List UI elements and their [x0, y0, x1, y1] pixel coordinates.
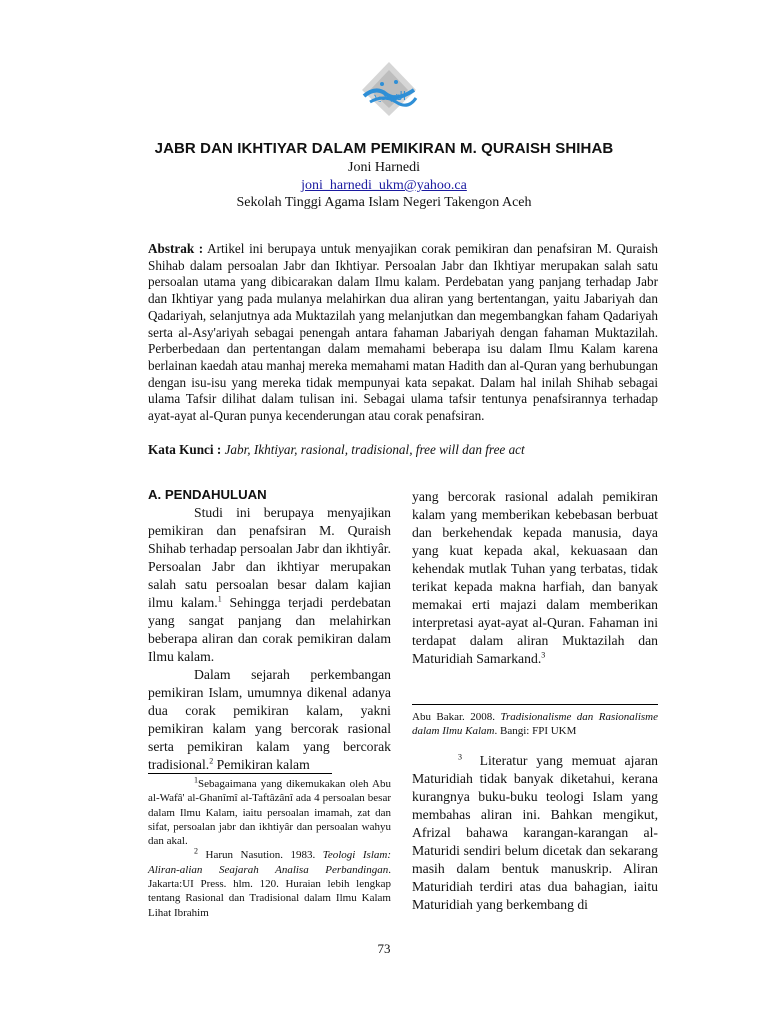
paragraph — [412, 488, 658, 668]
keywords — [148, 442, 658, 458]
paragraph — [148, 666, 391, 774]
footnote-text: Teologi Islam: Aliran-alian Seajarah Analisa Perbandingan — [148, 849, 391, 876]
page-number: 73 — [377, 941, 391, 956]
footnote-number: 3 — [458, 752, 462, 762]
paragraph-text: Dalam sejarah perkembangan pemikiran Islam, umumnya dikenal adanya dua corak pemikiran kalam, yakni pemikiran kalam yang bercorak rasional serta pemikiran kalam yang bercorak tradisional. — [148, 667, 391, 772]
footnote-number: 2 — [194, 846, 198, 856]
paragraph-text: Sehingga terjadi perdebatan yang sangat panjang dan melahirkan beberapa aliran dan corak pemikiran dalam Ilmu kalam. — [148, 595, 391, 664]
paragraph-text: yang bercorak rasional adalah pemikiran kalam yang memberikan kebebasan berbuat dan berkehendak kepada manusia, daya yang kuat kepada akal, kekuasaan dan kehendak mutlak Tuhan yang terbatas, tidak terikat kepada makna harfiah, dan banyak memakai erti majazi dalam memberikan interpretasi ayat-ayat al-Quran. Fahaman ini terdapat dalam aliran Muktazilah dan Maturidiah Samarkand. — [412, 489, 658, 666]
footnote-ref: 1 — [217, 594, 222, 604]
footnote-text: Harun Nasution. 1983. — [198, 849, 323, 862]
footnote-text: . Jakarta:UI Press. hlm. 120. Huraian lebih lengkap tentang Rasional dan Tradisional dalam Ilmu Kalam Lihat Ibrahim — [148, 863, 391, 919]
abstract-label: Abstrak : — [148, 241, 204, 256]
footnote-text: . Bangi: FPI UKM — [494, 725, 577, 738]
footnote-text: Tradisionalisme dan Rasionalisme dalam Ilmu Kalam — [412, 711, 658, 738]
abstract-text: Artikel ini berupaya untuk menyajikan corak pemikiran dan penafsiran M. Quraish Shihab dalam persoalan Jabr dan Ikhtiyar. Persoalan Jabr dan Ikhtiyar merupakan salah satu persoalan utama yang dibicarakan dalam Ilmu kalam. Perdebatan yang panjang terhadap Jabr dan Ikhtiyar yang pada mulanya melahirkan dua aliran yang bertentangan, yaitu Jabariyah dan Qadariyah, selanjutnya ada Muktazilah yang melanjutkan dan megembangkan faham Qadariyah serta al-Asy'ariyah sebagai penengah antara fahaman Jabariyah dengan fahaman Muktazilah. Perberbedaan dan pertentangan dalam memahami beberapa isu dalam Ilmu Kalam karena berlainan kaedah atau manhaj mereka memahami matan Hadith dan al-Quran yang berhubungan dengan isu-isu yang mereka tidak mempunyai kata sepakat. Dalam hal inilah Shihab sebagai ulama Tafsir dilihat dalam tulisan ini. Sebagai ulama tafsir tentunya penafsirannya terhadap ayat-ayat al-Quran punya kecenderungan atau corak penafsiran. — [148, 241, 658, 424]
logo-text: التجديد — [371, 89, 407, 103]
section-heading: A. PENDAHULUAN — [148, 487, 267, 502]
footnote — [148, 777, 391, 848]
author-name: Joni Harnedi — [348, 160, 420, 175]
journal-logo — [356, 60, 422, 118]
footnote — [148, 848, 391, 919]
left-column — [148, 486, 391, 774]
footnote-ref: 2 — [209, 756, 214, 766]
keywords-label: Kata Kunci : — [148, 442, 222, 457]
footnote-text: Sebagaimana yang dikemukakan oleh Abu al-Wafâ' al-Ghanîmî al-Taftâzânî ada 4 persoalan besar dalam Ilmu Kalam, iaitu persoalan imamah, zat dan sifat, persoalan jabr dan ikhtiyâr dan persoalan wahyu dan akal. — [148, 778, 391, 848]
abstract — [148, 241, 658, 425]
right-column — [412, 488, 658, 668]
paragraph-text: Literatur yang memuat ajaran Maturidiah tidak banyak diketahui, kerana kurangnya buku-buku teologi Islam yang membahas aliran ini. Bahkan mengikut, Afrizal bahawa karangan-karangan al-Maturidi sendiri belum dicetak dan sekarang masih dalam bentuk manuskrip. Aliran Maturidiah terdiri atas dua bahagian, iaitu Maturidiah yang berkembang di — [412, 753, 658, 912]
footnote-ref: 3 — [541, 650, 546, 660]
paragraph-text: Pemikiran kalam — [213, 757, 310, 772]
footnotes-right — [412, 710, 658, 739]
paragraph — [148, 504, 391, 666]
footnote-divider — [412, 704, 658, 705]
author-email-link[interactable]: joni_harnedi_ukm@yahoo.ca — [301, 178, 467, 193]
keywords-text: Jabr, Ikhtiyar, rasional, tradisional, free will dan free act — [224, 442, 525, 457]
footnote-divider — [148, 773, 332, 774]
paragraph-text: Studi ini berupaya menyajikan pemikiran dan penafsiran M. Quraish Shihab terhadap persoalan Jabr dan ikhtiyâr. Persoalan Jabr dan ikhtiyar merupakan salah satu persoalan besar dalam kajian ilmu kalam. — [148, 505, 391, 610]
paragraph — [412, 752, 658, 914]
footnote-number: 1 — [194, 775, 198, 785]
footnotes-left — [148, 777, 391, 920]
right-column-continued — [412, 752, 658, 914]
footnote-text: Abu Bakar. 2008. — [412, 711, 501, 723]
article-title: JABR DAN IKHTIYAR DALAM PEMIKIRAN M. QURAISH SHIHAB — [154, 140, 614, 157]
author-affiliation: Sekolah Tinggi Agama Islam Negeri Takengon Aceh — [236, 195, 532, 210]
